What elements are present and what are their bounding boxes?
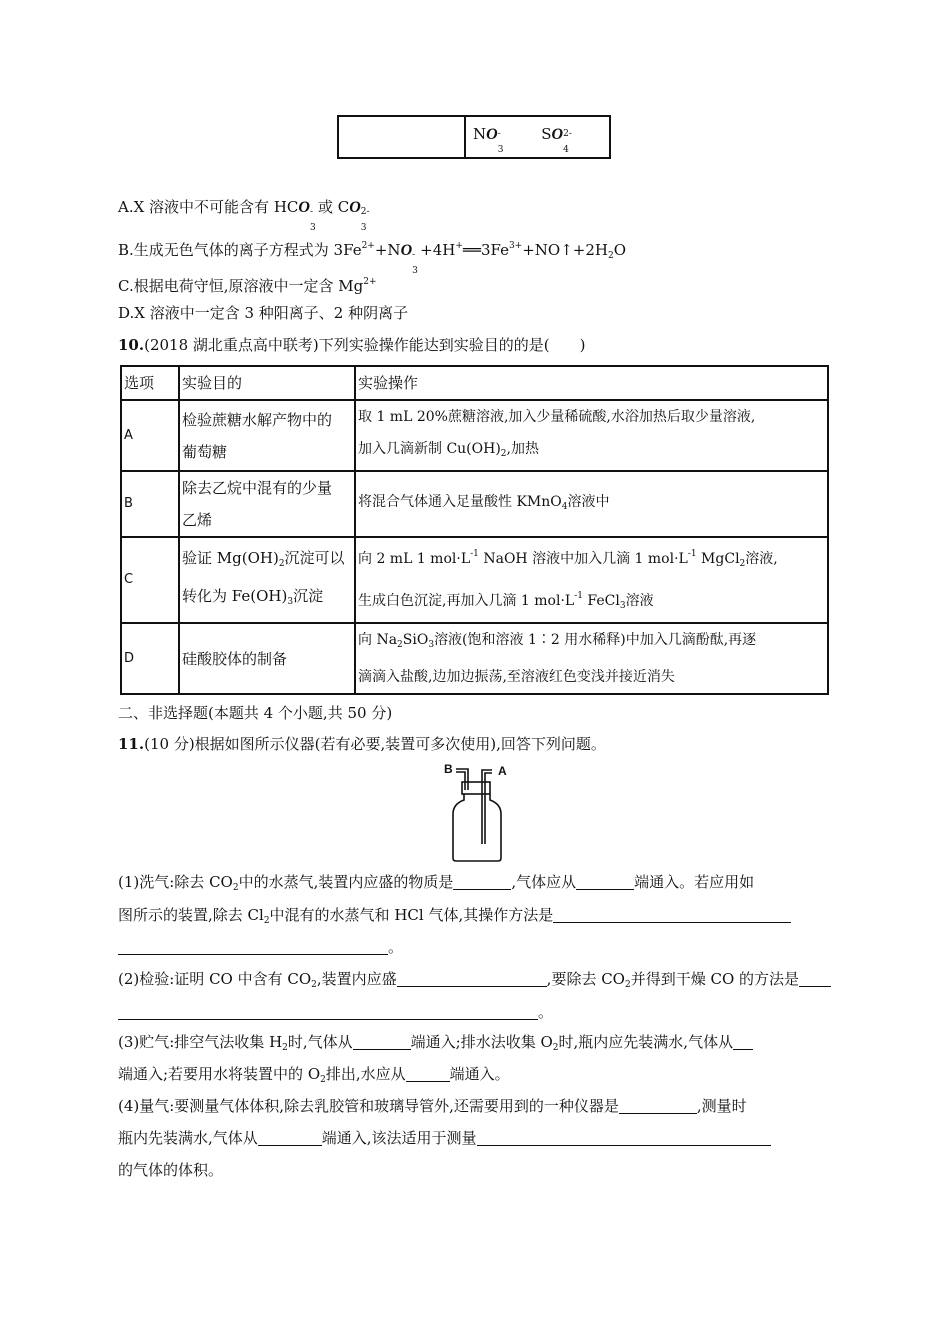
table-row: [121, 623, 828, 694]
question-11-part-2: (2)检验:证明 CO 中含有 $CO_2$,装置内应盛 ,要除去 $CO_2$并得到干燥 CO 的方法是: [118, 969, 831, 995]
question-11-part-2-line-2: 。: [118, 1002, 553, 1022]
label-a: A: [498, 764, 507, 778]
question-11-part-1: (1)洗气:除去 $CO_2$中的水蒸气,装置内应盛的物质是 ,气体应从 端通入。若应用如: [118, 873, 755, 893]
table-row: [121, 400, 828, 471]
table-row: [121, 471, 828, 537]
row-option: B: [121, 471, 179, 537]
partial-table: [337, 115, 611, 159]
label-b: B: [444, 762, 453, 776]
answer-blank[interactable]: [799, 970, 831, 987]
section-heading: 二、非选择题(本题共 4 个小题,共 50 分): [118, 704, 393, 722]
row-operation: 取 1 mL 20%蔗糖溶液,加入少量稀硫酸,水浴加热后取少量溶液, 加入几滴新制 $Cu(OH)_2$,加热: [355, 400, 828, 471]
row-option: C: [121, 537, 179, 623]
option-c: C.根据电荷守恒,原溶液中一定含 $Mg^{2+}$: [118, 277, 377, 295]
answer-blank[interactable]: [118, 1003, 538, 1020]
row-operation: 向 $Na_2SiO_3$溶液(饱和溶液 1∶2 用水稀释)中加入几滴酚酞,再逐 滴滴入盐酸,边加边振荡,至溶液红色变浅并接近消失: [355, 623, 828, 694]
question-10-stem: 10.(2018 湖北重点高中联考)下列实验操作能达到实验目的的是( ): [118, 336, 586, 354]
question-11-part-3-line-2: 端通入;若要用水将装置中的 $O_2$排出,水应从 端通入。: [118, 1065, 510, 1085]
row-option: D: [121, 623, 179, 694]
option-d: D.X 溶液中一定含 3 种阳离子、2 种阴离子: [118, 304, 409, 322]
row-operation: 将混合气体通入足量酸性 KMnO$_4$溶液中: [355, 471, 828, 537]
table-header-row: [121, 366, 828, 400]
gas-bottle-figure: [440, 760, 520, 864]
answer-blank[interactable]: [733, 1033, 753, 1050]
header-purpose: 实验目的: [179, 366, 355, 400]
answer-blank[interactable]: [553, 906, 791, 923]
header-option: 选项: [121, 366, 179, 400]
row-operation: 向 2 mL 1 $mol\cdot L^{-1}$ NaOH 溶液中加入几滴 1 $mol\cdot L^{-1}$ MgCl$_2$溶液, 生成白色沉淀,再加入几滴 1 $mol\cdot L^{-1}$ FeCl$_3$溶液: [355, 537, 828, 623]
question-11-part-1-line-2: 图所示的装置,除去 $Cl_2$中混有的水蒸气和 HCl 气体,其操作方法是: [118, 905, 791, 931]
question-11-part-4-line-2: 瓶内先装满水,气体从 端通入,该法适用于测量: [118, 1128, 771, 1148]
option-a: A.X 溶液中不可能含有 HCO - 3 或 CO 2- 3: [118, 198, 370, 233]
answer-blank[interactable]: [397, 970, 547, 987]
answer-blank[interactable]: [619, 1097, 697, 1114]
question-11-part-3: (3)贮气:排空气法收集 $H_2$时,气体从 端通入;排水法收集 $O_2$时,瓶内应先装满水,气体从: [118, 1032, 753, 1058]
question-11-part-1-line-3: 。: [118, 937, 403, 957]
row-purpose: 检验蔗糖水解产物中的 葡萄糖: [179, 400, 355, 471]
table-cell-ions: NO - 3 SO 2- 4: [473, 125, 572, 155]
answer-blank[interactable]: [576, 873, 634, 890]
question-11-part-4: (4)量气:要测量气体体积,除去乳胶管和玻璃导管外,还需要用到的一种仪器是 ,测量时: [118, 1097, 747, 1115]
option-b: B.生成无色气体的离子方程式为 $3Fe^{2+}+NO$ - 3 $+4H^+══3Fe^{3+}+NO↑+2H_2O$: [118, 241, 627, 276]
question-11-stem: 11.(10 分)根据如图所示仪器(若有必要,装置可多次使用),回答下列问题。: [118, 735, 606, 753]
row-purpose: 除去乙烷中混有的少量 乙烯: [179, 471, 355, 537]
gas-washing-bottle-icon: [440, 760, 520, 864]
row-purpose: 验证 $Mg(OH)_2$沉淀可以 转化为 $Fe(OH)_3$沉淀: [179, 537, 355, 623]
row-purpose: 硅酸胶体的制备: [179, 623, 355, 694]
answer-blank[interactable]: [258, 1129, 322, 1146]
answer-blank[interactable]: [477, 1129, 771, 1146]
question-10-table: [120, 365, 829, 695]
table-row: [121, 537, 828, 623]
header-operation: 实验操作: [355, 366, 828, 400]
answer-blank[interactable]: [406, 1065, 450, 1082]
answer-blank[interactable]: [453, 873, 511, 890]
question-11-part-4-line-3: 的气体的体积。: [118, 1161, 224, 1179]
answer-blank[interactable]: [118, 938, 388, 955]
row-option: A: [121, 400, 179, 471]
answer-blank[interactable]: [353, 1033, 411, 1050]
table-divider: [464, 117, 466, 157]
